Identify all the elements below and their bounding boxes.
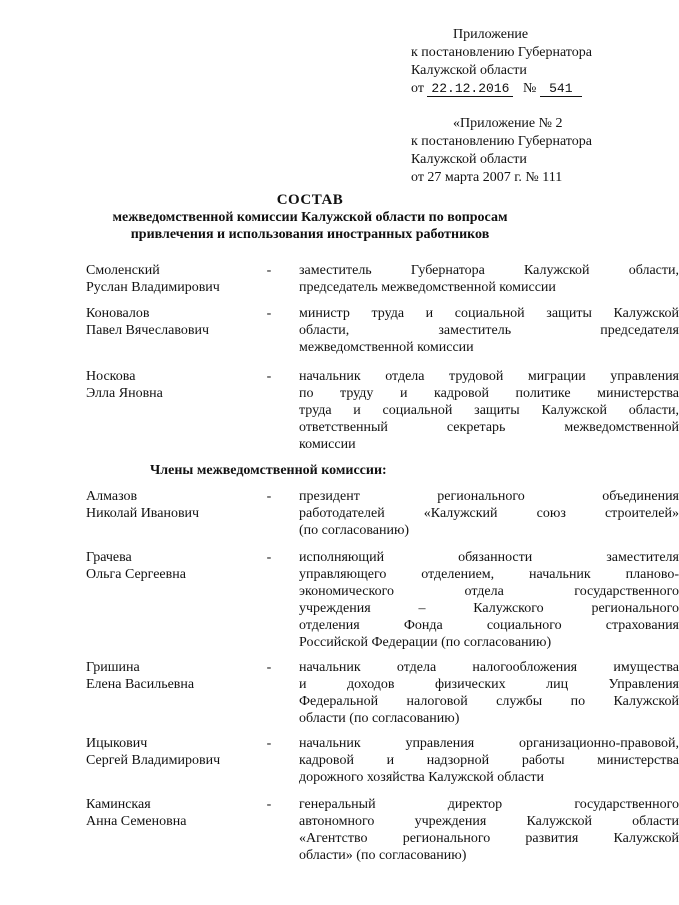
document-title: СОСТАВ xyxy=(276,192,344,208)
position-line: начальник управления организационно-правовой, xyxy=(299,736,679,751)
dash-separator: - xyxy=(266,306,272,321)
appendix-title: Приложение xyxy=(453,27,529,42)
member-surname: Носкова xyxy=(86,369,136,384)
member-position xyxy=(299,735,679,786)
appendix-resolution-line: к постановлению Губернатора xyxy=(411,45,592,60)
member-name xyxy=(86,262,256,296)
position-line: кадровой и надзорной работы министерства xyxy=(299,753,679,768)
member-surname: Коновалов xyxy=(86,306,150,321)
original-region-line: Калужской области xyxy=(411,152,527,167)
dash-separator: - xyxy=(266,660,272,675)
member-given-names: Анна Семеновна xyxy=(86,814,187,829)
member-surname: Каминская xyxy=(86,797,151,812)
dash-separator: - xyxy=(266,489,272,504)
member-surname: Грачева xyxy=(86,550,132,565)
subtitle-line-2: привлечения и использования иностранных работников xyxy=(130,227,490,242)
member-position xyxy=(299,305,679,356)
member-given-names: Элла Яновна xyxy=(86,386,163,401)
position-line: учреждения – Калужского регионального xyxy=(299,601,679,616)
appendix-header xyxy=(411,26,592,98)
member-position xyxy=(299,659,679,727)
position-line: труда и социальной защиты Калужской области, xyxy=(299,403,679,418)
position-line: и доходов физических лиц Управления xyxy=(299,677,679,692)
position-line: управляющего отделением, начальник планово- xyxy=(299,567,679,582)
position-line: работодателей «Калужский союз строителей» xyxy=(299,506,679,521)
dash-separator: - xyxy=(266,263,272,278)
member-surname: Ицыкович xyxy=(86,736,148,751)
position-line: министр труда и социальной защиты Калужской xyxy=(299,306,679,321)
member-name xyxy=(86,305,256,339)
member-given-names: Елена Васильевна xyxy=(86,677,195,692)
subtitle-line-1: межведомственной комиссии Калужской области по вопросам xyxy=(112,210,508,225)
position-line: председатель межведомственной комиссии xyxy=(299,280,556,295)
position-line: (по согласованию) xyxy=(299,523,410,538)
member-surname: Смоленский xyxy=(86,263,160,278)
member-name xyxy=(86,659,256,693)
position-line: области» (по согласованию) xyxy=(299,848,467,863)
original-appendix-header xyxy=(411,115,592,187)
member-given-names: Павел Вячеславович xyxy=(86,323,210,338)
original-appendix-title: «Приложение № 2 xyxy=(453,116,563,131)
member-given-names: Ольга Сергеевна xyxy=(86,567,186,582)
position-line: Федеральной налоговой службы по Калужской xyxy=(299,694,679,709)
position-line: начальник отдела налогообложения имущества xyxy=(299,660,679,675)
member-position xyxy=(299,549,679,651)
original-date-line: от 27 марта 2007 г. № 111 xyxy=(411,170,563,185)
member-name xyxy=(86,488,256,522)
original-resolution-line: к постановлению Губернатора xyxy=(411,134,592,149)
member-surname: Гришина xyxy=(86,660,140,675)
position-line: автономного учреждения Калужской области xyxy=(299,814,679,829)
position-line: отделения Фонда социального страхования xyxy=(299,618,679,633)
member-surname: Алмазов xyxy=(86,489,138,504)
date-prefix: от xyxy=(411,81,424,96)
position-line: президент регионального объединения xyxy=(299,489,679,504)
member-name xyxy=(86,735,256,769)
member-name xyxy=(86,549,256,583)
member-position xyxy=(299,796,679,864)
position-line: ответственный секретарь межведомственной xyxy=(299,420,679,435)
position-line: начальник отдела трудовой миграции управления xyxy=(299,369,679,384)
dash-separator: - xyxy=(266,736,272,751)
resolution-number: 541 xyxy=(540,81,582,97)
position-line: Российской Федерации (по согласованию) xyxy=(299,635,552,650)
appendix-date-line xyxy=(411,80,592,98)
dash-separator: - xyxy=(266,550,272,565)
position-line: области, заместитель председателя xyxy=(299,323,679,338)
member-name xyxy=(86,796,256,830)
dash-separator: - xyxy=(266,797,272,812)
position-line: области (по согласованию) xyxy=(299,711,460,726)
position-line: по труду и кадровой политике министерства xyxy=(299,386,679,401)
position-line: генеральный директор государственного xyxy=(299,797,679,812)
document-subtitle xyxy=(80,209,540,243)
dash-separator: - xyxy=(266,369,272,384)
member-name xyxy=(86,368,256,402)
position-line: «Агентство регионального развития Калужской xyxy=(299,831,679,846)
member-position xyxy=(299,488,679,539)
member-given-names: Николай Иванович xyxy=(86,506,200,521)
position-line: исполняющий обязанности заместителя xyxy=(299,550,679,565)
appendix-region-line: Калужской области xyxy=(411,63,527,78)
position-line: заместитель Губернатора Калужской области, xyxy=(299,263,679,278)
position-line: комиссии xyxy=(299,437,356,452)
number-prefix: № xyxy=(522,81,537,96)
member-position xyxy=(299,262,679,296)
member-given-names: Руслан Владимирович xyxy=(86,280,220,295)
position-line: дорожного хозяйства Калужской области xyxy=(299,770,545,785)
members-heading: Члены межведомственной комиссии: xyxy=(150,463,387,478)
member-given-names: Сергей Владимирович xyxy=(86,753,221,768)
position-line: экономического отдела государственного xyxy=(299,584,679,599)
member-position xyxy=(299,368,679,453)
resolution-date: 22.12.2016 xyxy=(427,81,513,97)
position-line: межведомственной комиссии xyxy=(299,340,474,355)
